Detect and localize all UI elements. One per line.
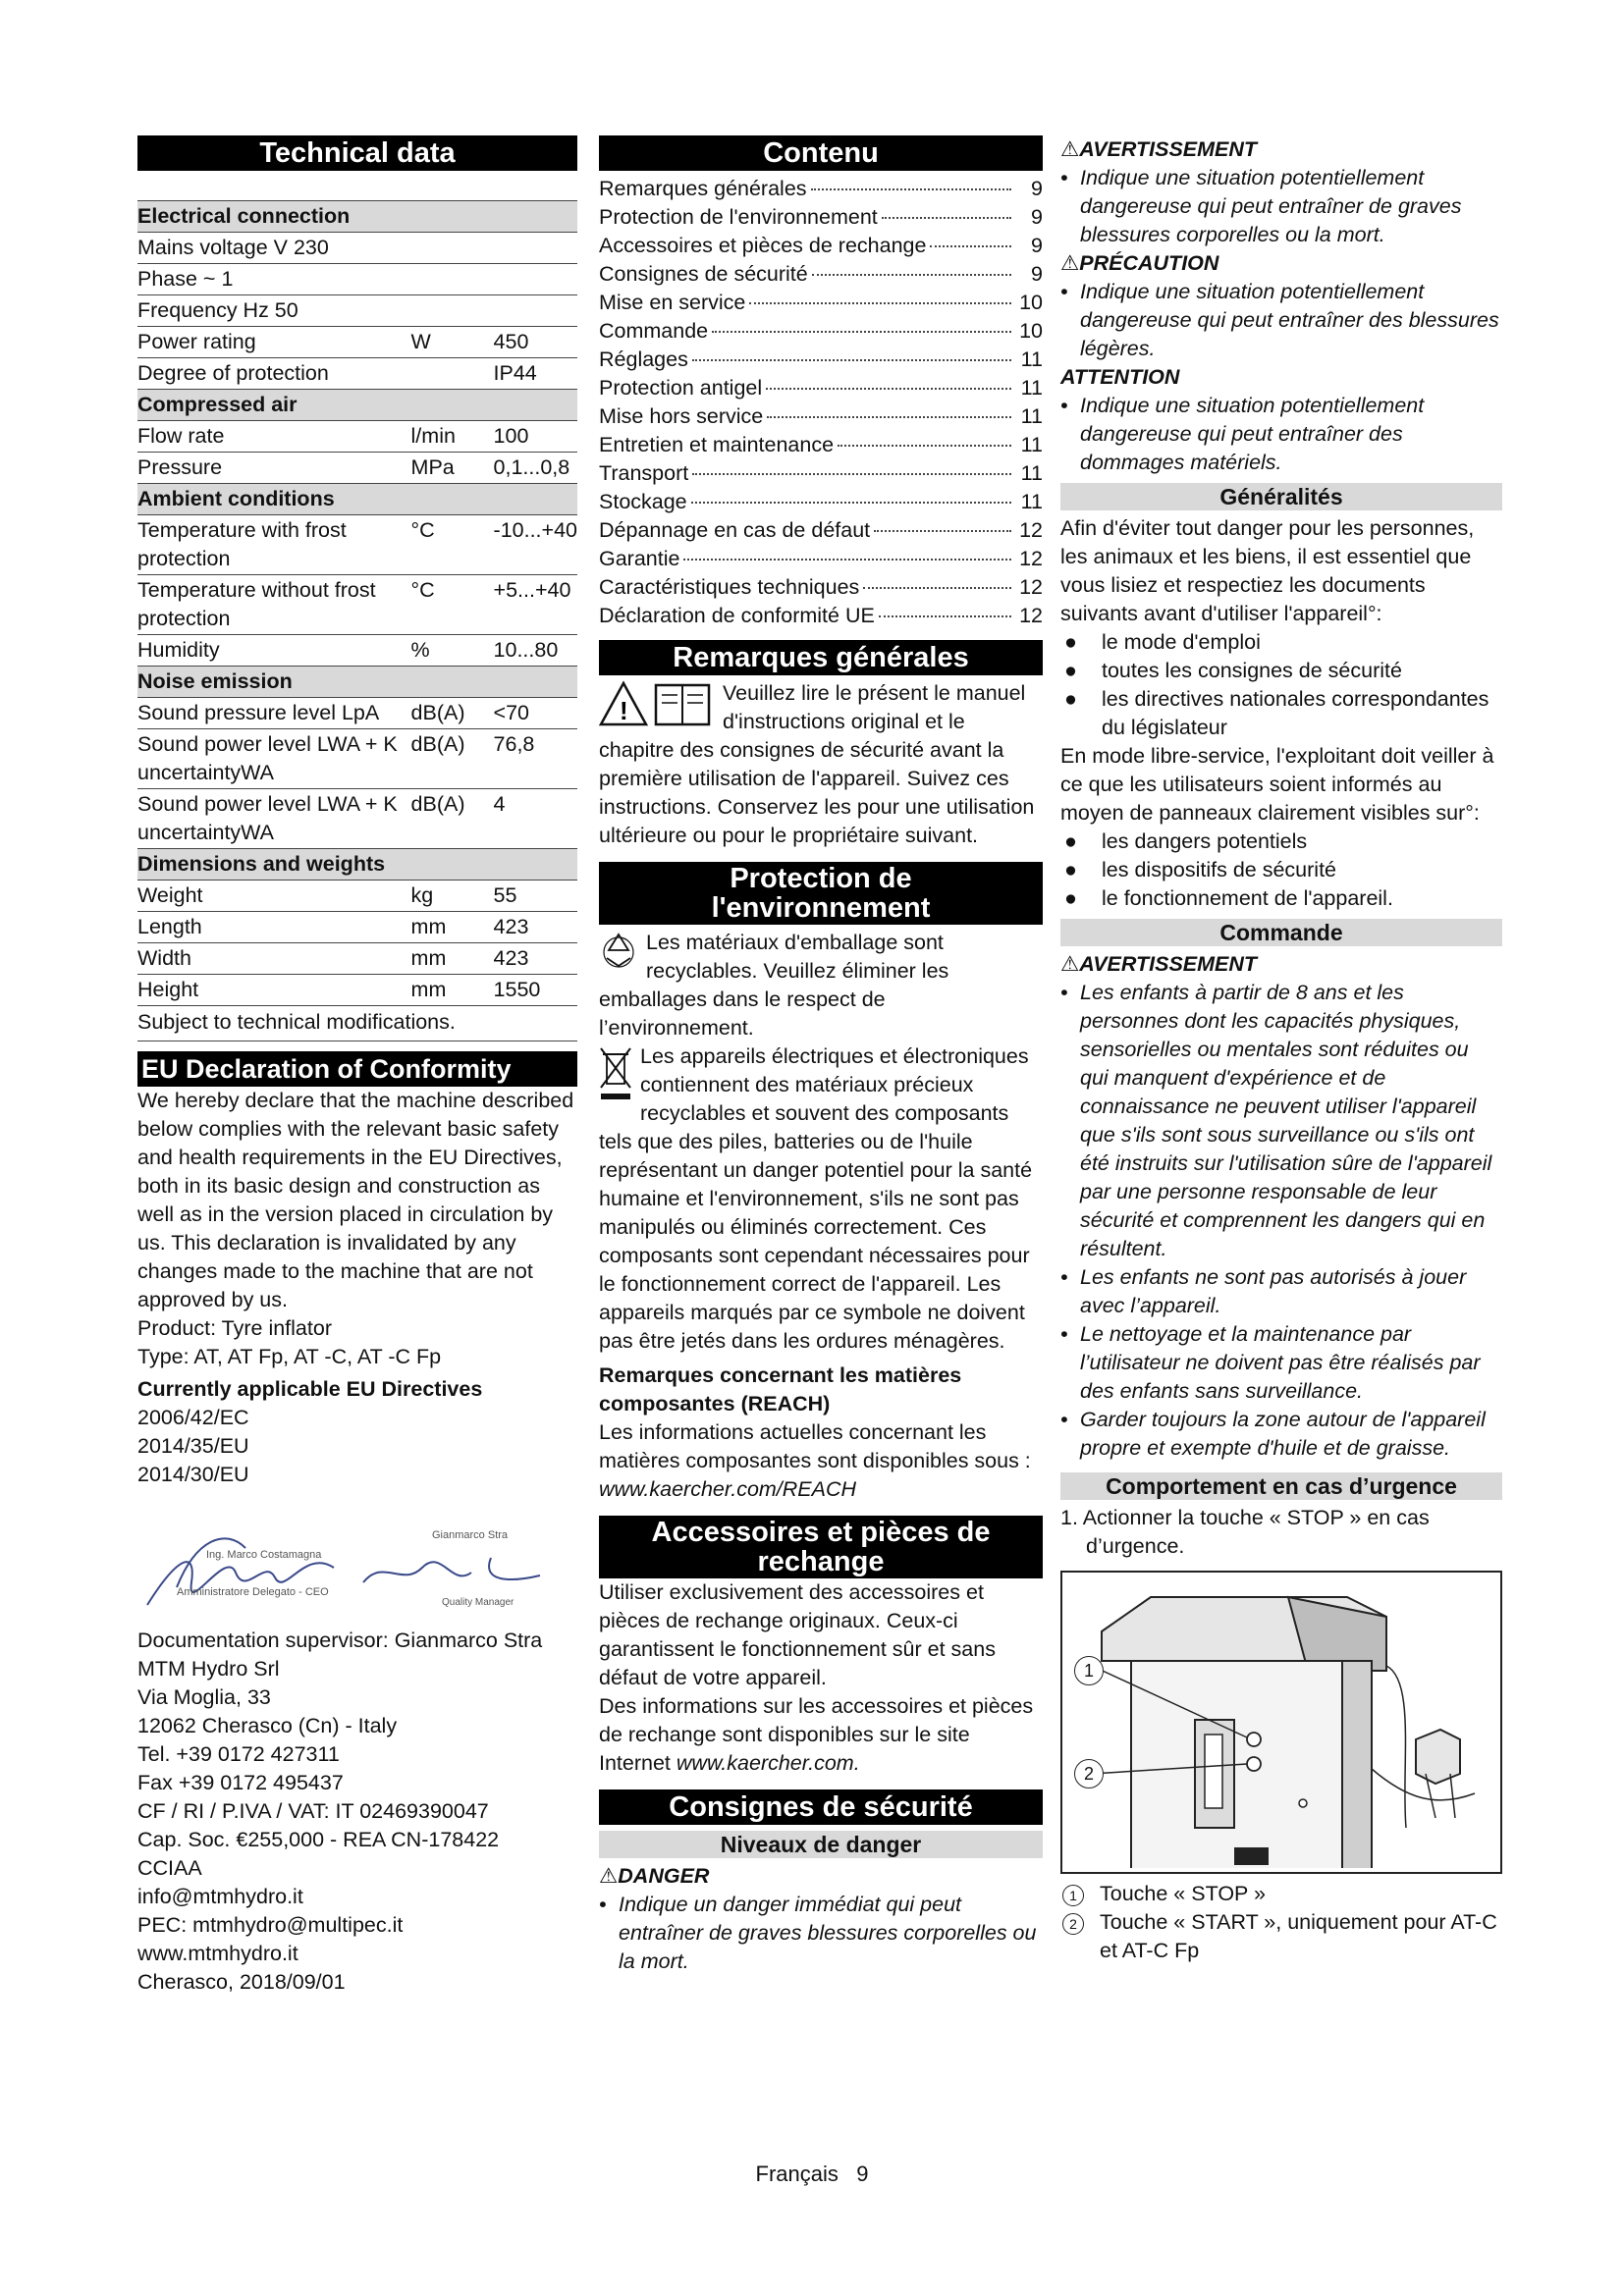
urgence-heading: Comportement en cas d’urgence — [1060, 1472, 1502, 1500]
warning-manual-icon — [599, 679, 715, 735]
table-section-label: Dimensions and weights — [137, 849, 577, 881]
commande-heading: Commande — [1060, 919, 1502, 946]
precaution-item: • Indique une situation potentiellement dangereuse qui peut entraîner des blessures légères. — [1060, 278, 1502, 363]
toc-leader — [811, 188, 1011, 190]
bullet-marker: ● — [1064, 630, 1077, 654]
table-of-contents — [599, 175, 1043, 630]
bullet-item — [1060, 979, 1502, 1263]
technical-data-heading: Technical data — [137, 135, 577, 171]
bullet-marker: ● — [1064, 886, 1077, 910]
table-row — [137, 943, 577, 975]
address-line: Documentation supervisor: Gianmarco Stra — [137, 1629, 543, 1652]
bullet-item — [1060, 657, 1502, 685]
toc-leader — [749, 302, 1011, 304]
accessoires-heading-line1: Accessoires et pièces de — [651, 1517, 991, 1548]
toc-leader — [692, 359, 1011, 361]
table-row — [137, 421, 577, 453]
table-cell-label: Sound pressure level LpA — [137, 698, 411, 729]
table-cell-unit — [411, 295, 494, 327]
table-cell-unit: °C — [411, 515, 494, 575]
accessoires-text-1: Utiliser exclusivement des accessoires et pièces de rechange originaux. Ceux-ci garantissent le fonctionnement sûr et sans défaut de votre appareil. — [599, 1580, 996, 1689]
directives-list — [137, 1404, 577, 1489]
table-cell-label: Width — [137, 943, 411, 975]
toc-page: 9 — [1031, 234, 1043, 257]
table-section-row — [137, 849, 577, 881]
toc-page: 12 — [1019, 604, 1043, 627]
toc-entry[interactable] — [599, 232, 1043, 260]
directive-item: 2014/30/EU — [137, 1463, 249, 1486]
bullet-text: Les enfants ne sont pas autorisés à jouer avec l’appareil. — [1080, 1265, 1467, 1317]
table-cell-value: IP44 — [494, 358, 577, 390]
address-line: Tel. +39 0172 427311 — [137, 1742, 340, 1766]
table-cell-value: +5...+40 — [494, 575, 577, 635]
bullet-item — [1060, 628, 1502, 657]
toc-leader — [692, 473, 1011, 475]
table-cell-unit: % — [411, 635, 494, 667]
table-cell-value: 10...80 — [494, 635, 577, 667]
callout-2-marker: 2 — [1074, 1759, 1104, 1789]
address-line: CF / RI / P.IVA / VAT: IT 02469390047 — [137, 1799, 489, 1823]
table-cell-value: 0,1...0,8 — [494, 453, 577, 484]
table-cell-value: 55 — [494, 881, 577, 912]
toc-entry[interactable] — [599, 374, 1043, 402]
table-cell-value: 76,8 — [494, 729, 577, 789]
bullet-item — [1060, 1320, 1502, 1406]
product-line: Product: Tyre inflator — [137, 1316, 332, 1340]
bullet-text: Garder toujours la zone autour de l'appareil propre et exempte d'huile et de graisse. — [1080, 1408, 1486, 1460]
bullet-marker: ● — [1064, 858, 1077, 881]
danger-label: ⚠DANGER — [599, 1864, 710, 1888]
address-line: PEC: mtmhydro@multipec.it — [137, 1913, 404, 1937]
libre-service-text: En mode libre-service, l'exploitant doit veiller à ce que les utilisateurs soient informés au moyen de panneaux clairement visibles sur°: — [1060, 744, 1494, 825]
toc-page: 12 — [1019, 575, 1043, 599]
generalites-heading: Généralités — [1060, 483, 1502, 510]
toc-entry[interactable] — [599, 545, 1043, 573]
table-cell-value: 4 — [494, 789, 577, 849]
environnement-heading-line1: Protection de — [730, 863, 912, 894]
bullet-item — [1060, 828, 1502, 856]
table-section-row — [137, 667, 577, 698]
column-right — [1060, 135, 1502, 1965]
toc-title: Mise hors service — [599, 404, 764, 428]
callout-1-marker: 1 — [1074, 1656, 1104, 1685]
signature-image — [137, 1489, 577, 1627]
accessoires-text-2-body: Des informations sur les accessoires et pièces de rechange sont disponibles sur le site Internet — [599, 1694, 1034, 1775]
address-line: Cherasco, 2018/09/01 — [137, 1970, 346, 1994]
toc-entry[interactable] — [599, 175, 1043, 203]
address-line: 12062 Cherasco (Cn) - Italy — [137, 1714, 398, 1737]
remarques-text: Veuillez lire le présent le manuel d'instructions original et le chapitre des consignes de sécurité avant la première utilisation de l'appareil. Suivez ces instructions. Conservez les pour une utilisation ultérieure ou pour le propriétaire suivant. — [599, 681, 1035, 847]
toc-title: Réglages — [599, 347, 688, 371]
generalites-text: Afin d'éviter tout danger pour les personnes, les animaux et les biens, il est essentiel que vous lisiez et respectiez les documents suivants avant d'utiliser l'appareil°: — [1060, 516, 1475, 625]
toc-title: Entretien et maintenance — [599, 433, 835, 456]
table-row — [137, 975, 577, 1006]
device-illustration — [1060, 1571, 1502, 1874]
toc-title: Transport — [599, 461, 689, 485]
environnement-text-1: Les matériaux d'emballage sont recyclables. Veuillez éliminer les emballages dans le respect de l’environnement. — [599, 931, 949, 1040]
table-cell-label: Sound power level LWA + K uncertaintyWA — [137, 729, 411, 789]
bullet-item — [1060, 856, 1502, 884]
toc-entry[interactable] — [599, 317, 1043, 346]
table-cell-unit: mm — [411, 943, 494, 975]
table-row — [137, 295, 577, 327]
bullet-text: les dispositifs de sécurité — [1102, 858, 1336, 881]
toc-page: 10 — [1019, 319, 1043, 343]
contenu-heading: Contenu — [599, 135, 1043, 171]
table-cell-unit: dB(A) — [411, 698, 494, 729]
svg-text:Amministratore Delegato - CEO: Amministratore Delegato - CEO — [177, 1586, 329, 1598]
toc-title: Déclaration de conformité UE — [599, 604, 875, 627]
weee-bin-icon — [599, 1046, 632, 1106]
toc-leader — [882, 217, 1011, 219]
toc-title: Garantie — [599, 547, 680, 570]
environnement-section — [599, 929, 1043, 1356]
toc-entry[interactable] — [599, 602, 1043, 630]
bullet-text: le mode d'emploi — [1102, 630, 1261, 654]
toc-title: Commande — [599, 319, 709, 343]
toc-leader — [767, 416, 1011, 418]
table-cell-label: Temperature without frost protection — [137, 575, 411, 635]
avertissement-label: ⚠AVERTISSEMENT — [1060, 137, 1258, 161]
table-cell-label: Humidity — [137, 635, 411, 667]
consignes-heading: Consignes de sécurité — [599, 1789, 1043, 1825]
bullet-marker: • — [1060, 1265, 1068, 1289]
table-cell-value: <70 — [494, 698, 577, 729]
legend-2-text: Touche « START », uniquement pour AT-C et AT-C Fp — [1100, 1910, 1497, 1962]
table-cell-value — [494, 264, 577, 295]
table-row — [137, 233, 577, 264]
bullet-marker: • — [1060, 1408, 1068, 1431]
table-row — [137, 698, 577, 729]
directive-item: 2006/42/EC — [137, 1406, 249, 1429]
device-drawing — [1062, 1573, 1500, 1868]
accessoires-heading — [599, 1516, 1043, 1578]
directive-item: 2014/35/EU — [137, 1434, 249, 1458]
reach-text — [599, 1418, 1043, 1504]
commande-avertissement-label: ⚠AVERTISSEMENT — [1060, 952, 1258, 976]
bullet-text: les directives nationales correspondantes du législateur — [1102, 687, 1489, 739]
table-cell-label: Phase ~ 1 — [137, 264, 411, 295]
toc-entry[interactable] — [599, 516, 1043, 545]
table-section-label: Ambient conditions — [137, 484, 577, 515]
environnement-text-2: Les appareils électriques et électroniques contiennent des matériaux précieux recyclables et souvent des composants tels que des piles, batteries ou de l'huile représentant un danger potentiel pour la santé humaine et l'environnement, s'ils ne sont pas manipulés ou éliminés correctement. Ces composants sont cependant nécessaires pour le fonctionnement correct de l'appareil. Les appareils marqués par ce symbole ne doivent pas être jetés dans les ordures ménagères. — [599, 1044, 1033, 1353]
toc-title: Dépannage en cas de défaut — [599, 518, 871, 542]
toc-page: 11 — [1020, 433, 1043, 456]
toc-entry[interactable] — [599, 346, 1043, 374]
eu-declaration-heading: EU Declaration of Conformity — [137, 1051, 577, 1087]
table-cell-label: Pressure — [137, 453, 411, 484]
table-cell-value — [494, 233, 577, 264]
environnement-heading — [599, 862, 1043, 925]
remarques-heading: Remarques générales — [599, 640, 1043, 675]
remarques-section — [599, 679, 1043, 850]
table-row — [137, 635, 577, 667]
bullet-marker: ● — [1064, 659, 1077, 682]
reach-text-body: Les informations actuelles concernant les matières composantes sont disponibles sous : — [599, 1420, 1031, 1472]
table-section-row — [137, 390, 577, 421]
toc-leader — [879, 615, 1011, 617]
recycle-icon — [599, 931, 638, 975]
table-cell-unit: kg — [411, 881, 494, 912]
bullet-marker: ● — [1064, 687, 1077, 711]
toc-title: Protection antigel — [599, 376, 763, 400]
bullet-item — [1060, 884, 1502, 913]
address-line: info@mtmhydro.it — [137, 1885, 303, 1908]
avertissement-item: • Indique une situation potentiellement dangereuse qui peut entraîner de graves blessures corporelles ou la mort. — [1060, 164, 1502, 249]
bullet-text: toutes les consignes de sécurité — [1102, 659, 1402, 682]
table-row — [137, 327, 577, 358]
toc-leader — [812, 274, 1011, 276]
svg-text:Quality Manager: Quality Manager — [442, 1597, 514, 1608]
table-section-row — [137, 484, 577, 515]
environnement-heading-line2: l'environnement — [711, 892, 931, 924]
signature-block — [137, 1489, 577, 1627]
toc-page: 9 — [1031, 262, 1043, 286]
table-cell-unit: dB(A) — [411, 729, 494, 789]
toc-leader — [930, 245, 1011, 247]
toc-page: 11 — [1020, 490, 1043, 513]
bullet-text: le fonctionnement de l'appareil. — [1102, 886, 1393, 910]
toc-entry[interactable] — [599, 431, 1043, 459]
address-line: CCIAA — [137, 1856, 202, 1880]
reach-link[interactable]: www.kaercher.com/REACH — [599, 1477, 857, 1501]
directives-heading: Currently applicable EU Directives — [137, 1377, 483, 1401]
legend-1-number: 1 — [1062, 1885, 1084, 1906]
table-cell-value: 423 — [494, 912, 577, 943]
reach-heading: Remarques concernant les matières composantes (REACH) — [599, 1363, 962, 1415]
table-cell-label: Weight — [137, 881, 411, 912]
bullet-text: Le nettoyage et la maintenance par l’utilisateur ne doivent pas être réalisés par des enfants sans surveillance. — [1080, 1322, 1481, 1403]
legend-1-text: Touche « STOP » — [1100, 1882, 1266, 1905]
table-cell-label: Length — [137, 912, 411, 943]
avertissement-text: Indique une situation potentiellement dangereuse qui peut entraîner de graves blessures corporelles ou la mort. — [1080, 166, 1462, 246]
table-cell-label: Mains voltage V 230 — [137, 233, 411, 264]
eu-declaration-text: We hereby declare that the machine described below complies with the relevant basic safety and health requirements in the EU Directives, both in its basic design and construction as well as in the version placed in circulation by us. This declaration is invalidated by any changes made to the machine that are not approved by us. — [137, 1089, 574, 1311]
toc-leader — [683, 559, 1011, 561]
niveaux-heading: Niveaux de danger — [599, 1831, 1043, 1858]
table-cell-unit: l/min — [411, 421, 494, 453]
table-row — [137, 358, 577, 390]
address-block — [137, 1627, 577, 1997]
table-section-label: Electrical connection — [137, 201, 577, 233]
toc-entry[interactable] — [599, 203, 1043, 232]
table-cell-unit — [411, 264, 494, 295]
toc-title: Consignes de sécurité — [599, 262, 808, 286]
table-cell-label: Frequency Hz 50 — [137, 295, 411, 327]
subject-note: Subject to technical modifications. — [137, 1010, 456, 1034]
toc-title: Remarques générales — [599, 177, 807, 200]
urgence-step: 1. Actionner la touche « STOP » en cas d’urgence. — [1060, 1506, 1430, 1558]
table-section-row — [137, 201, 577, 233]
attention-item: • Indique une situation potentiellement dangereuse qui peut entraîner des dommages matériels. — [1060, 392, 1502, 477]
page-footer: Français 9 — [755, 2162, 869, 2186]
table-cell-value: -10...+40 — [494, 515, 577, 575]
table-row — [137, 575, 577, 635]
address-line: Cap. Soc. €255,000 - REA CN-178422 — [137, 1828, 500, 1851]
toc-page: 12 — [1019, 547, 1043, 570]
toc-title: Caractéristiques techniques — [599, 575, 860, 599]
table-row — [137, 729, 577, 789]
table-cell-label: Power rating — [137, 327, 411, 358]
bullet-item — [1060, 1406, 1502, 1463]
table-cell-value: 100 — [494, 421, 577, 453]
toc-title: Protection de l'environnement — [599, 205, 878, 229]
table-cell-unit: mm — [411, 975, 494, 1006]
table-section-label: Noise emission — [137, 667, 577, 698]
table-cell-label: Degree of protection — [137, 358, 411, 390]
table-row — [137, 912, 577, 943]
toc-leader — [712, 331, 1011, 333]
table-row — [137, 515, 577, 575]
table-cell-label: Height — [137, 975, 411, 1006]
table-row — [137, 264, 577, 295]
toc-page: 10 — [1019, 291, 1043, 314]
precaution-text: Indique une situation potentiellement dangereuse qui peut entraîner des blessures légères. — [1080, 280, 1499, 360]
attention-label: ATTENTION — [1060, 365, 1180, 389]
table-cell-unit — [411, 233, 494, 264]
svg-text:Ing. Marco Costamagna: Ing. Marco Costamagna — [206, 1549, 322, 1561]
danger-text: Indique un danger immédiat qui peut entraîner de graves blessures corporelles ou la mort. — [619, 1893, 1037, 1973]
table-spacer — [137, 171, 577, 201]
toc-page: 9 — [1031, 205, 1043, 229]
toc-leader — [874, 530, 1011, 532]
table-row — [137, 789, 577, 849]
toc-page: 11 — [1020, 347, 1043, 371]
toc-title: Mise en service — [599, 291, 746, 314]
danger-item: • Indique un danger immédiat qui peut entraîner de graves blessures corporelles ou la mort. — [599, 1891, 1043, 1976]
table-cell-unit: dB(A) — [411, 789, 494, 849]
table-cell-unit: mm — [411, 912, 494, 943]
toc-entry[interactable] — [599, 289, 1043, 317]
accessoires-heading-line2: rechange — [757, 1546, 885, 1577]
toc-entry[interactable] — [599, 488, 1043, 516]
table-cell-value: 450 — [494, 327, 577, 358]
technical-data-table — [137, 201, 577, 1006]
table-cell-label: Flow rate — [137, 421, 411, 453]
toc-leader — [863, 587, 1011, 589]
table-row — [137, 453, 577, 484]
toc-entry[interactable] — [599, 260, 1043, 289]
svg-text:!: ! — [620, 696, 628, 725]
toc-page: 12 — [1019, 518, 1043, 542]
table-cell-value: 423 — [494, 943, 577, 975]
commande-list — [1060, 979, 1502, 1463]
table-cell-unit: MPa — [411, 453, 494, 484]
toc-entry[interactable] — [599, 402, 1043, 431]
legend-item-2 — [1060, 1908, 1502, 1965]
bullet-item — [1060, 1263, 1502, 1320]
toc-page: 11 — [1020, 376, 1043, 400]
table-cell-value — [494, 295, 577, 327]
table-cell-label: Temperature with frost protection — [137, 515, 411, 575]
address-line: MTM Hydro Srl — [137, 1657, 280, 1681]
accessoires-text-2 — [599, 1692, 1043, 1778]
bullet-item — [1060, 685, 1502, 742]
toc-title: Accessoires et pièces de rechange — [599, 234, 927, 257]
table-cell-unit: °C — [411, 575, 494, 635]
legend-item-1 — [1060, 1880, 1502, 1908]
libre-service-list — [1060, 828, 1502, 913]
precaution-label: ⚠PRÉCAUTION — [1060, 251, 1219, 275]
bullet-text: Les enfants à partir de 8 ans et les personnes dont les capacités physiques, sensorielles ou mentales sont réduites ou qui manquent d'expérience et de connaissance ne peuvent utiliser l'appareil que s'ils sont sous surveillance ou s'ils ont été instruits sur l'utilisation sûre de l'appareil par une personne responsable de leur sécurité et comprennent les dangers qui en résultent. — [1080, 981, 1492, 1260]
toc-entry[interactable] — [599, 573, 1043, 602]
generalites-list — [1060, 628, 1502, 742]
address-line: www.mtmhydro.it — [137, 1942, 298, 1965]
toc-page: 9 — [1031, 177, 1043, 200]
kaercher-link[interactable]: www.kaercher.com. — [676, 1751, 860, 1775]
table-section-label: Compressed air — [137, 390, 577, 421]
toc-leader — [838, 445, 1011, 447]
attention-text: Indique une situation potentiellement dangereuse qui peut entraîner des dommages matériels. — [1080, 394, 1425, 474]
address-line: Fax +39 0172 495437 — [137, 1771, 344, 1794]
svg-text:Gianmarco Stra: Gianmarco Stra — [432, 1529, 509, 1541]
column-middle — [599, 135, 1043, 1976]
toc-leader — [691, 502, 1011, 504]
bullet-marker: ● — [1064, 829, 1077, 853]
bullet-text: les dangers potentiels — [1102, 829, 1308, 853]
toc-page: 11 — [1020, 404, 1043, 428]
table-cell-unit: W — [411, 327, 494, 358]
toc-leader — [766, 388, 1011, 390]
table-cell-value: 1550 — [494, 975, 577, 1006]
address-line: Via Moglia, 33 — [137, 1685, 271, 1709]
bullet-marker: • — [1060, 981, 1068, 1004]
table-cell-label: Sound power level LWA + K uncertaintyWA — [137, 789, 411, 849]
toc-page: 11 — [1020, 461, 1043, 485]
toc-entry[interactable] — [599, 459, 1043, 488]
type-line: Type: AT, AT Fp, AT -C, AT -C Fp — [137, 1345, 442, 1368]
legend-2-number: 2 — [1062, 1913, 1084, 1935]
table-cell-unit — [411, 358, 494, 390]
toc-title: Stockage — [599, 490, 687, 513]
column-left — [137, 135, 577, 1997]
table-row — [137, 881, 577, 912]
bullet-marker: • — [1060, 1322, 1068, 1346]
